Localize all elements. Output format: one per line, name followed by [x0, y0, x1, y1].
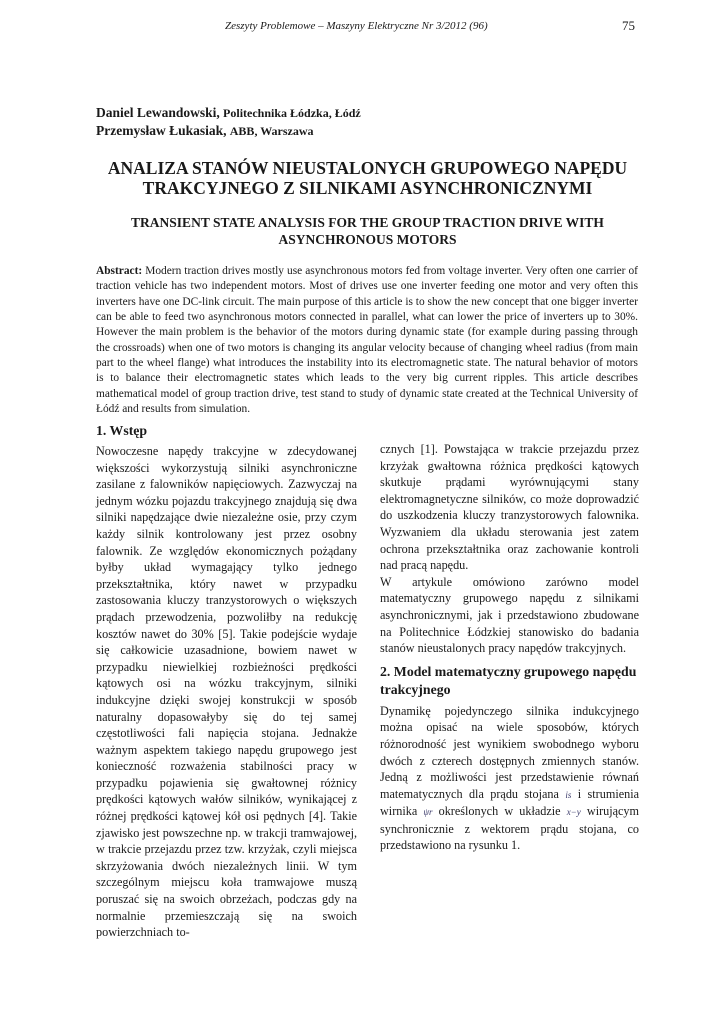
abstract	[96, 264, 638, 417]
author-1-name: Daniel Lewandowski,	[96, 105, 220, 120]
section-1-paragraph-right-2: W artykule omówiono zarówno model matematyczny grupowego napędu z silnikami asynchronicznymi, jak i przedstawiono zbudowane na Politechnice Łódzkiej stanowisko do badania stanów nieustalonych pracy napędów trakcyjnych.	[380, 574, 639, 656]
stator-current-symbol: is	[565, 789, 572, 800]
section-2-text-a: Dynamikę pojedynczego silnika indukcyjnego można opisać na wiele sposobów, których różnorodność jest wynikiem swobodnego wyboru dwóch z czterech dostępnych zmiennych stanów. Jedną z możliwości jest przedstawienie równań matematycznych dla prądu stojana	[380, 703, 639, 801]
section-1-paragraph-right-1: cznych [1]. Powstająca w trakcie przejazdu przez krzyżak gwałtowna różnica prędkości kątowych skutkuje prądami wyrównującymi stany elektromagnetyczne silników, co może doprowadzić do uszkodzenia kluczy tranzystorowych falownika. Wyzwaniem dla układu sterowania jest zatem ochrona przekształtnika oraz zachowanie kontroli nad pracą napędu.	[380, 442, 639, 573]
authors-block	[96, 104, 361, 140]
title-english: TRANSIENT STATE ANALYSIS FOR THE GROUP TRACTION DRIVE WITH ASYNCHRONOUS MOTORS	[131, 215, 604, 247]
rotor-flux-symbol: ψr	[423, 807, 433, 818]
abstract-label: Abstract:	[96, 265, 143, 277]
author-2	[96, 122, 361, 140]
section-2-text-d: wirującym synchronicznie z wektorem prądu stojana, co przedstawiono na rysunku 1.	[380, 804, 640, 853]
xy-frame-symbol: x−y	[566, 807, 581, 818]
page-number: 75	[622, 18, 635, 33]
section-2-text-b: i strumienia wirnika	[380, 786, 639, 819]
section-2-text-c: określonych w układzie	[438, 804, 561, 819]
running-header: Zeszyty Problemowe – Maszyny Elektryczne Nr 3/2012 (96)	[225, 20, 488, 32]
left-column	[96, 422, 357, 941]
section-2-paragraph	[380, 703, 639, 854]
abstract-text: Modern traction drives mostly use asynchronous motors fed from voltage inverter. Very often one carrier of traction vehicle has two independent motors. Most of drives use one inverter feeding one motor and very often this inverters have one DC-link circuit. The main purpose of this article is to show the new concept that one bigger inverter can be able to feed two asynchronous motors connected in parallel, what can lower the price of inverters up to 30%. However the main problem is the behavior of the motors during dynamic state (for example during passing through the crossroads) when one of two motors is changing its angular velocity because of changing wheel radius (from main part to the wheel flange) what introduces the instability into its electromagnetic state. The natural behavior of motors is to balance their electromagnetic states which leads to the very big current ripples. This article describes mathematical model of group traction drive, test stand to study of dynamic state created at the Technical University of Łódź and results from simulation.	[96, 265, 638, 416]
section-1-paragraph-left: Nowoczesne napędy trakcyjne w zdecydowanej większości wykorzystują silniki asynchroniczne zasilane z falowników napięciowych. Zazwyczaj na jednym wózku pojazdu trakcyjnego znajdują się dwa silniki napędzające dwie niezależne osie, przy czym każdy silnik kontrolowany jest przez osobny falownik. Ze względów ekonomicznych pożądany byłby układ wymagający tylko jednego przekształtnika, który nawet w przypadku zastosowania kluczy tranzystorowych o większych prądach przewodzenia, pozwoliłby na redukcję kosztów nawet do 30% [5]. Takie podejście wydaje się całkowicie uzasadnione, bowiem nawet w przypadku niewielkiej rozbieżności prędkości kątowych osi na wózku trakcyjnym, silniki indukcyjne dzięki swojej konstrukcji w sposób naturalny dopasowałyby się do tej samej częstotliwości fali napięcia stojana. Jednakże ważnym aspektem takiego napędu grupowego jest konieczność rozważenia stabilności pracy w przypadku pojawienia się gwałtownej różnicy prędkości kątowych wałów silników, wynikającej z różnej prędkości kątowej kół osi pędnych [4]. Takie zjawisko jest powszechne np. w trakcji tramwajowej, w trakcie przejazdu przez tzw. krzyżak, czyli miejsca skrzyżowania dwóch niezależnych linii. W tym szczególnym miejscu koła tramwajowe muszą poruszać się na swoich obrzeżach, podczas gdy na normalnie przemieszczają się na swoich powierzchniach to-	[96, 444, 357, 940]
author-1	[96, 104, 361, 122]
section-2-heading: 2. Model matematyczny grupowego napędu trakcyjnego	[380, 663, 637, 697]
author-1-affiliation: Politechnika Łódzka, Łódź	[223, 106, 361, 120]
author-2-name: Przemysław Łukasiak,	[96, 123, 227, 138]
author-2-affiliation: ABB, Warszawa	[229, 124, 314, 138]
right-column	[380, 441, 639, 854]
title-polish: ANALIZA STANÓW NIEUSTALONYCH GRUPOWEGO NAPĘDU TRAKCYJNEGO Z SILNIKAMI ASYNCHRONICZNYMI	[107, 158, 628, 198]
section-1-heading: 1. Wstęp	[96, 423, 148, 438]
